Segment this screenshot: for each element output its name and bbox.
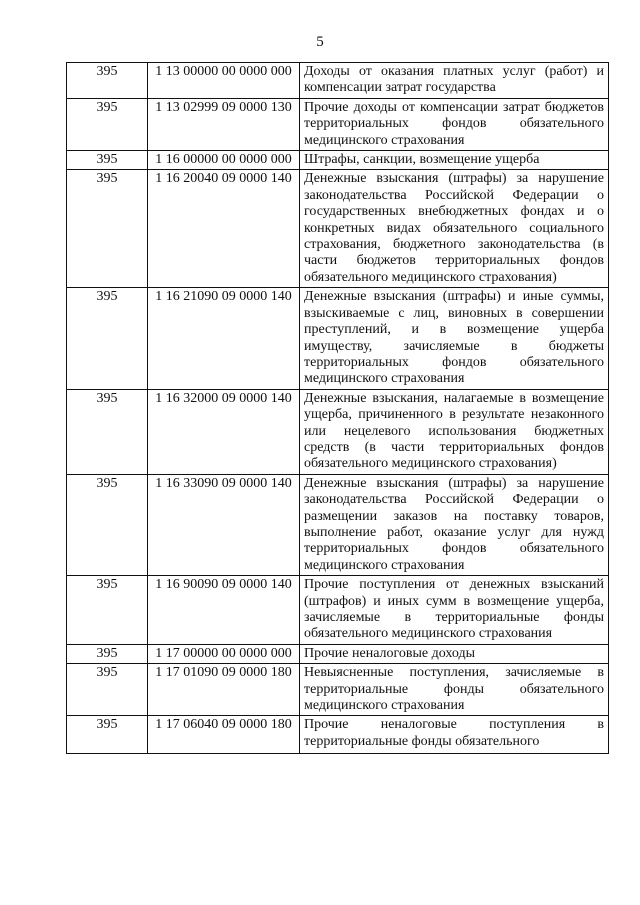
budget-code-cell: 1 17 06040 09 0000 180 xyxy=(148,716,300,754)
table-row xyxy=(67,151,609,170)
admin-code-cell: 395 xyxy=(67,474,148,575)
table-row xyxy=(67,664,609,716)
admin-code-cell: 395 xyxy=(67,664,148,716)
budget-code-cell: 1 17 00000 00 0000 000 xyxy=(148,644,300,663)
admin-code-cell: 395 xyxy=(67,151,148,170)
revenue-name-cell xyxy=(300,716,609,754)
table-row xyxy=(67,474,609,575)
table-row xyxy=(67,716,609,754)
admin-code-cell: 395 xyxy=(67,98,148,150)
table-row xyxy=(67,170,609,288)
revenue-name-text: Прочие неналоговые поступления в территориальные фонды обязательного xyxy=(304,717,604,749)
revenue-codes-table xyxy=(66,62,609,754)
revenue-name-cell: Прочие доходы от компенсации затрат бюджетов территориальных фондов обязательного медицинского страхования xyxy=(300,98,609,150)
revenue-name-cell: Прочие неналоговые доходы xyxy=(300,644,609,663)
budget-code-cell: 1 16 21090 09 0000 140 xyxy=(148,288,300,389)
budget-code-cell: 1 16 32000 09 0000 140 xyxy=(148,389,300,474)
revenue-name-cell: Денежные взыскания (штрафы) за нарушение законодательства Российской Федерации о размещении заказов на поставку товаров, выполнение работ, оказание услуг для нужд территориальных фондов обязательного медицинского страхования xyxy=(300,474,609,575)
admin-code-cell: 395 xyxy=(67,63,148,99)
admin-code-cell: 395 xyxy=(67,170,148,288)
revenue-name-cell: Денежные взыскания (штрафы) и иные суммы, взыскиваемые с лиц, виновных в совершении преступлений, и в возмещение ущерба имуществу, зачисляемые в бюджеты территориальных фондов обязательного медицинского страхования xyxy=(300,288,609,389)
budget-code-cell: 1 16 00000 00 0000 000 xyxy=(148,151,300,170)
admin-code-cell: 395 xyxy=(67,644,148,663)
table-row xyxy=(67,389,609,474)
page-number: 5 xyxy=(316,34,324,50)
table-row xyxy=(67,576,609,645)
revenue-name-cell: Штрафы, санкции, возмещение ущерба xyxy=(300,151,609,170)
revenue-name-cell: Прочие поступления от денежных взысканий (штрафов) и иных сумм в возмещение ущерба, зачисляемые в территориальные фонды обязательного медицинского страхования xyxy=(300,576,609,645)
revenue-name-cell: Денежные взыскания, налагаемые в возмещение ущерба, причиненного в результате незаконного или нецелевого использования бюджетных средств (в части территориальных фондов обязательного медицинского страхования) xyxy=(300,389,609,474)
revenue-name-cell: Доходы от оказания платных услуг (работ) и компенсации затрат государства xyxy=(300,63,609,99)
revenue-name-cell: Невыясненные поступления, зачисляемые в территориальные фонды обязательного медицинского страхования xyxy=(300,664,609,716)
admin-code-cell: 395 xyxy=(67,288,148,389)
budget-code-cell: 1 16 20040 09 0000 140 xyxy=(148,170,300,288)
budget-code-cell: 1 16 33090 09 0000 140 xyxy=(148,474,300,575)
budget-code-cell: 1 13 00000 00 0000 000 xyxy=(148,63,300,99)
admin-code-cell: 395 xyxy=(67,389,148,474)
revenue-name-cell: Денежные взыскания (штрафы) за нарушение законодательства Российской Федерации о государственных внебюджетных фондах и о конкретных видах обязательного социального страхования, бюджетного законодательства (в части бюджетов территориальных фондов обязательного медицинского страхования) xyxy=(300,170,609,288)
table-row xyxy=(67,288,609,389)
admin-code-cell: 395 xyxy=(67,716,148,754)
budget-code-cell: 1 13 02999 09 0000 130 xyxy=(148,98,300,150)
table-row xyxy=(67,644,609,663)
table-row xyxy=(67,98,609,150)
budget-code-cell: 1 16 90090 09 0000 140 xyxy=(148,576,300,645)
budget-code-cell: 1 17 01090 09 0000 180 xyxy=(148,664,300,716)
table-row xyxy=(67,63,609,99)
admin-code-cell: 395 xyxy=(67,576,148,645)
